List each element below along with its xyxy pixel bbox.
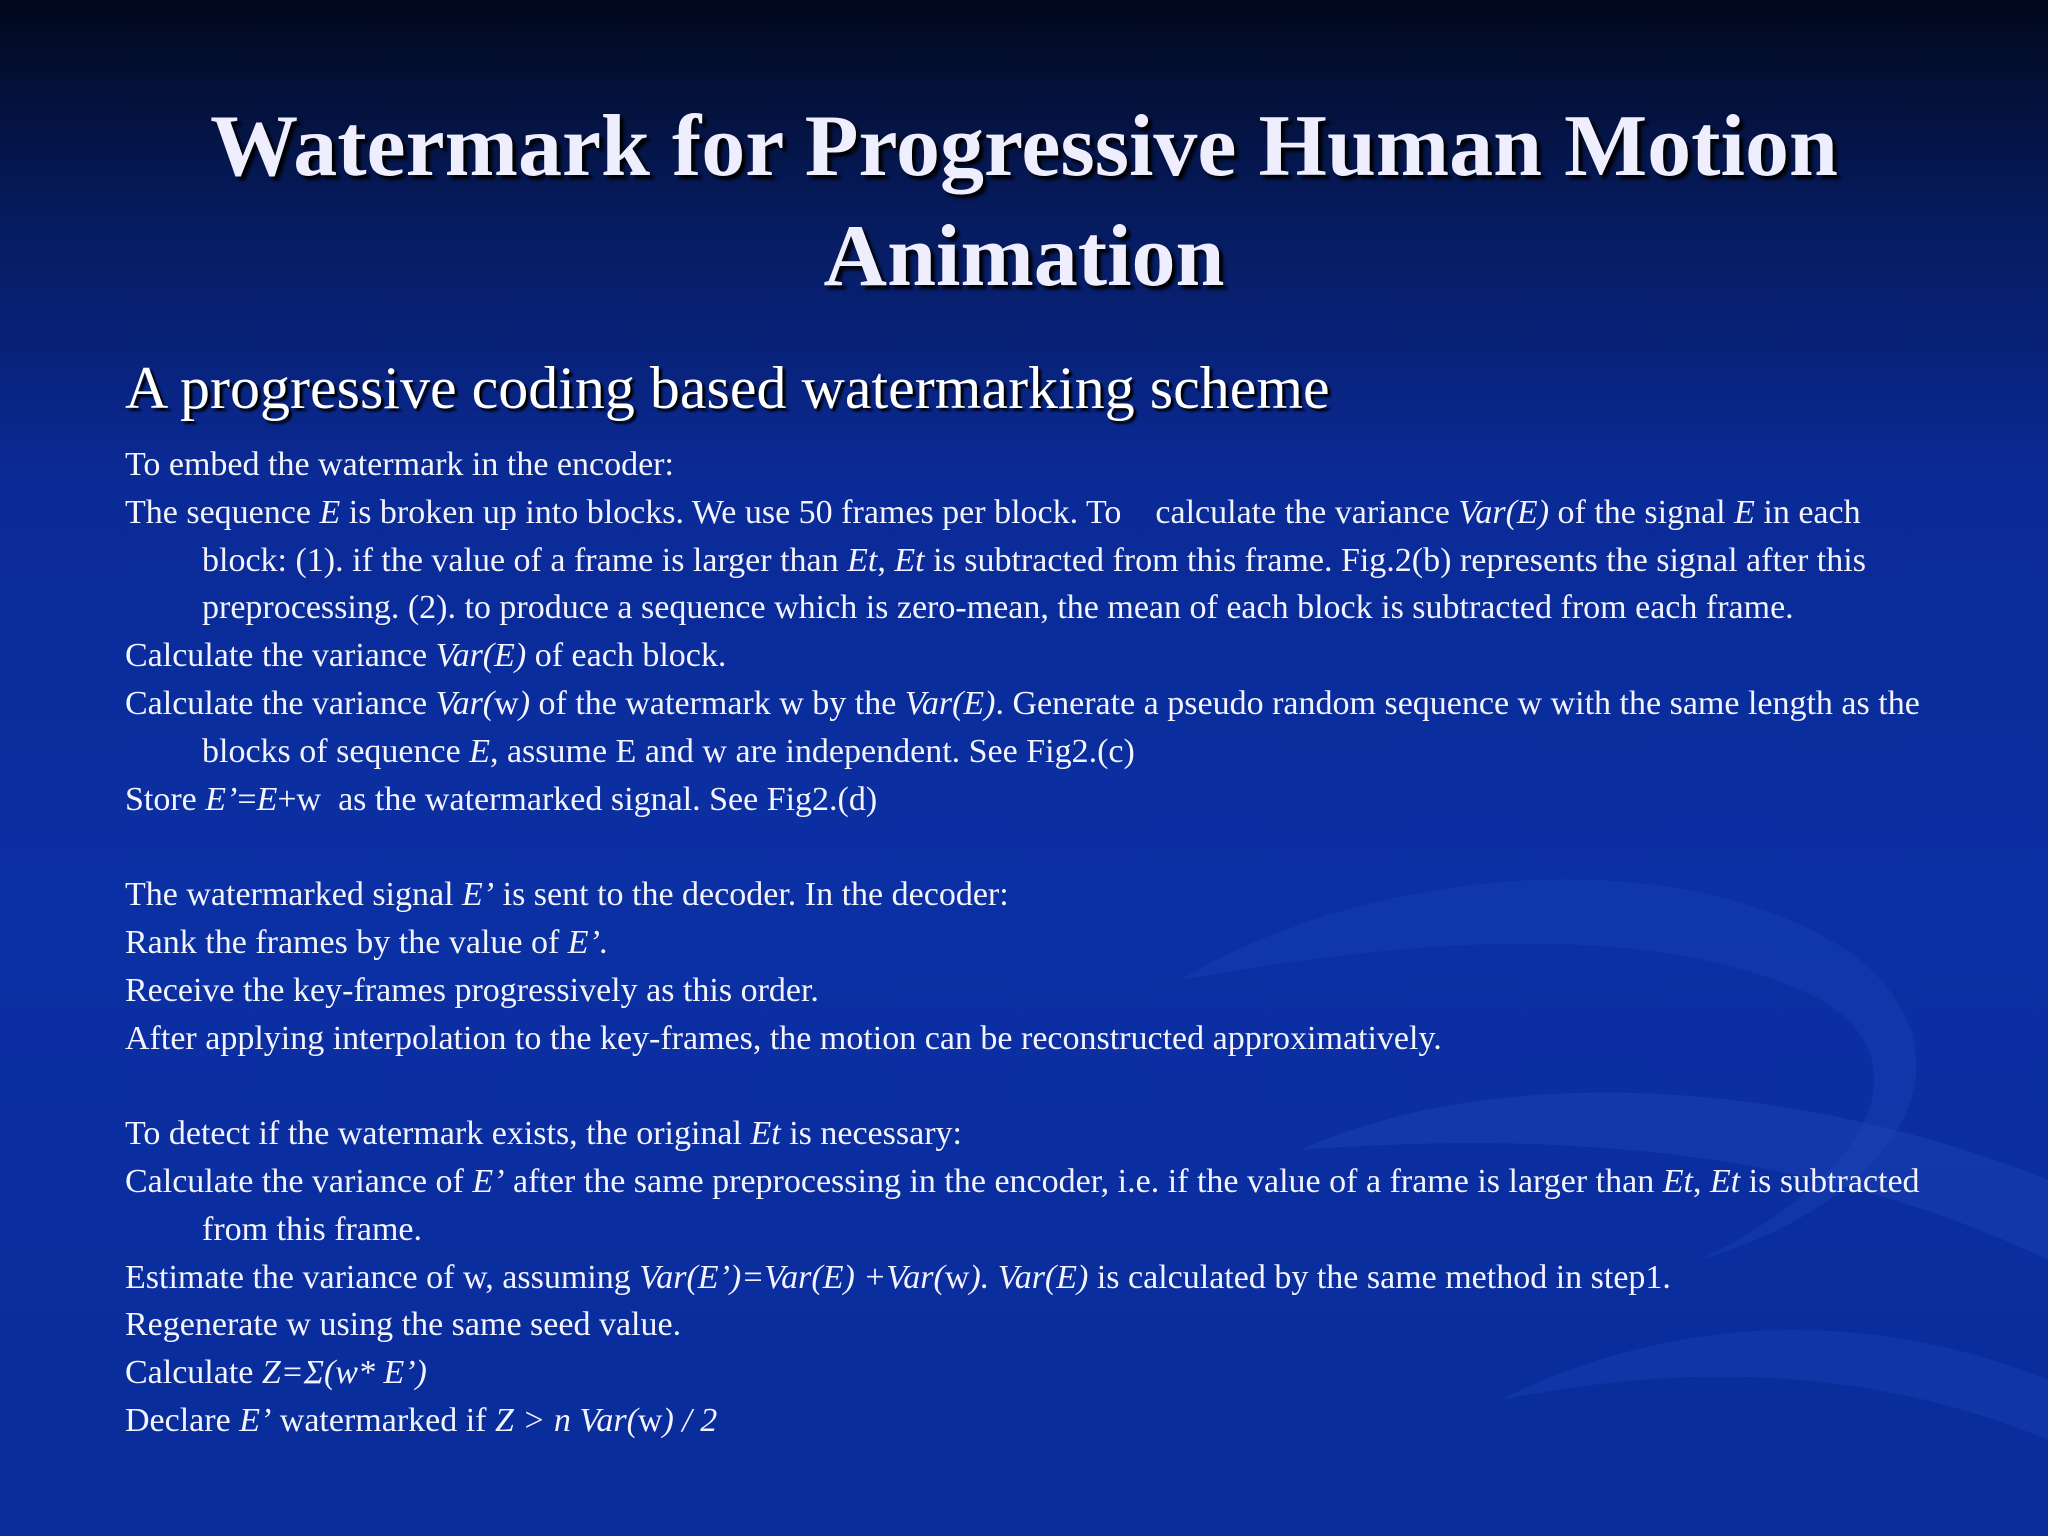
detect-calc-variance-step: Calculate the variance of E’ after the same preprocessing in the encoder, i.e. if the value of a frame is larger than Et, Et is subtracted from this frame. xyxy=(125,1162,1920,1248)
decoder-heading: The watermarked signal E’ is sent to the decoder. In the decoder: xyxy=(125,876,1009,914)
slide-subtitle: A progressive coding based watermarking scheme xyxy=(125,355,1330,421)
slide-title: Watermark for Progressive Human Motion Animation xyxy=(210,98,1838,305)
decoder-interpolation-step: After applying interpolation to the key-frames, the motion can be reconstructed approximatively. xyxy=(125,1019,1442,1057)
detect-declare-step: Declare E’ watermarked if Z > n Var(w) / 2 xyxy=(125,1401,718,1439)
encoder-step-1: The sequence E is broken up into blocks. We use 50 frames per block. To calculate the variance Var(E) of the signal E in each block: (1). if the value of a frame is larger than Et, Et is subtracted from this frame. Fig.2(b) represents the signal after this preprocessing. (2). to produce a sequence which is zero-mean, the mean of each block is subtracted from each frame. xyxy=(125,493,1866,627)
decoder-receive-step: Receive the key-frames progressively as this order. xyxy=(125,971,819,1009)
encoder-step-2: Calculate the variance Var(E) of each block. xyxy=(125,637,727,675)
detect-heading: To detect if the watermark exists, the original Et is necessary: xyxy=(125,1115,962,1153)
detect-estimate-step: Estimate the variance of w, assuming Var(E’)=Var(E) +Var(w). Var(E) is calculated by the same method in step1. xyxy=(125,1258,1671,1296)
encoder-heading: To embed the watermark in the encoder: xyxy=(125,446,674,483)
detect-calc-z-step: Calculate Z=Σ(w* E’) xyxy=(125,1354,427,1392)
spacer xyxy=(125,1062,1925,1110)
decoder-rank-step: Rank the frames by the value of E’. xyxy=(125,923,609,961)
encoder-step-4: Store E’=E+w as the watermarked signal. See Fig2.(d) xyxy=(125,780,878,818)
slide-body xyxy=(125,441,1925,1445)
spacer xyxy=(125,823,1925,871)
encoder-step-3: Calculate the variance Var(w) of the watermark w by the Var(E). Generate a pseudo random sequence w with the same length as the blocks of sequence E, assume E and w are independent. See Fig2.(c) xyxy=(125,684,1920,770)
detect-regenerate-step: Regenerate w using the same seed value. xyxy=(125,1306,682,1344)
